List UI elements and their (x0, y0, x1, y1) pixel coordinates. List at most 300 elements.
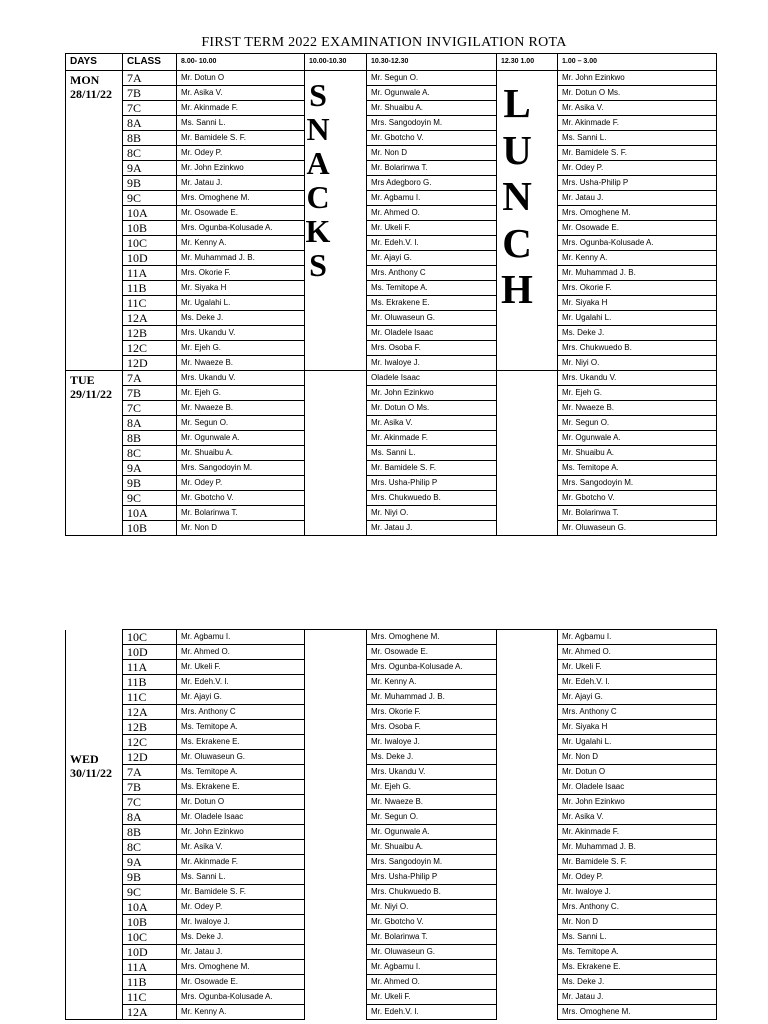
table-row (66, 416, 717, 431)
invigilator-slot-5: Mr. Siyaka H (558, 720, 717, 735)
invigilator-slot-1: Mr. Dotun O (177, 71, 305, 86)
invigilator-slot-5: Ms. Ekrakene E. (558, 960, 717, 975)
invigilator-slot-1: Mr. Segun O. (177, 416, 305, 431)
invigilator-slot-3: Mrs. Osoba F. (367, 720, 497, 735)
day-cell (66, 71, 123, 371)
table-row (66, 885, 717, 900)
invigilator-slot-5: Mr. John Ezinkwo (558, 795, 717, 810)
class-cell: 11C (123, 990, 177, 1005)
lunch-gap-cell (497, 990, 558, 1005)
invigilator-slot-1: Mr. Edeh.V. I. (177, 675, 305, 690)
class-cell: 8A (123, 810, 177, 825)
invigilator-slot-1: Mr. Jatau J. (177, 176, 305, 191)
invigilator-slot-1: Mr. Odey P. (177, 900, 305, 915)
invigilator-slot-1: Mr. Odey P. (177, 146, 305, 161)
invigilator-slot-5: Mr. Ugalahi L. (558, 311, 717, 326)
snacks-gap-cell (305, 705, 367, 720)
class-cell: 11B (123, 675, 177, 690)
class-cell: 10C (123, 930, 177, 945)
lunch-gap-cell (497, 810, 558, 825)
invigilator-slot-5: Mr. Non D (558, 915, 717, 930)
header-slot-1: 8.00- 10.00 (177, 54, 305, 71)
invigilator-slot-3: Mr. Segun O. (367, 810, 497, 825)
class-cell: 11C (123, 296, 177, 311)
invigilator-slot-1: Mrs. Anthony C (177, 705, 305, 720)
class-cell: 7B (123, 86, 177, 101)
invigilator-slot-5: Mr. Ogunwale A. (558, 431, 717, 446)
invigilator-slot-3: Mr. Bolarinwa T. (367, 161, 497, 176)
invigilator-slot-3: Mrs. Okorie F. (367, 705, 497, 720)
lunch-gap-cell (497, 705, 558, 720)
lunch-gap-cell (497, 915, 558, 930)
class-cell: 8A (123, 416, 177, 431)
invigilator-slot-3: Mrs. Usha-Philip P (367, 870, 497, 885)
invigilator-slot-1: Mrs. Ukandu V. (177, 371, 305, 386)
class-cell: 7A (123, 371, 177, 386)
lunch-gap-cell (497, 960, 558, 975)
snacks-gap-cell (305, 356, 367, 371)
table-row (66, 146, 717, 161)
table-row (66, 341, 717, 356)
invigilator-slot-5: Mr. Bamidele S. F. (558, 855, 717, 870)
lunch-gap-cell (497, 885, 558, 900)
invigilator-slot-5: Mr. Jatau J. (558, 990, 717, 1005)
invigilator-slot-3: Mr. Segun O. (367, 71, 497, 86)
invigilator-slot-5: Mr. Edeh.V. I. (558, 675, 717, 690)
break-letter: S (309, 247, 327, 283)
rota-table-page1 (65, 53, 717, 536)
invigilator-slot-5: Mr. Segun O. (558, 416, 717, 431)
invigilator-slot-5: Mrs. Omoghene M. (558, 206, 717, 221)
lunch-break-label (497, 80, 537, 313)
invigilator-slot-1: Mr. Shuaibu A. (177, 446, 305, 461)
invigilator-slot-1: Ms. Deke J. (177, 930, 305, 945)
table-row (66, 825, 717, 840)
day-date: 29/11/22 (70, 387, 113, 401)
snacks-gap-cell (305, 765, 367, 780)
invigilator-slot-5: Mr. Agbamu I. (558, 630, 717, 645)
invigilator-slot-5: Mr. Jatau J. (558, 191, 717, 206)
invigilator-slot-5: Mrs. Ukandu V. (558, 371, 717, 386)
break-letter: K (305, 213, 331, 249)
invigilator-slot-5: Mrs. Ogunba-Kolusade A. (558, 236, 717, 251)
lunch-gap-cell (497, 840, 558, 855)
table-row (66, 356, 717, 371)
table-row (66, 86, 717, 101)
snacks-gap-cell (305, 750, 367, 765)
invigilator-slot-1: Ms. Sanni L. (177, 870, 305, 885)
table-row (66, 690, 717, 705)
class-cell: 9A (123, 855, 177, 870)
table-row (66, 131, 717, 146)
invigilator-slot-1: Mr. Bamidele S. F. (177, 885, 305, 900)
invigilator-slot-5: Mr. Bamidele S. F. (558, 146, 717, 161)
header-slot-2: 10.00-10.30 (305, 54, 367, 71)
class-cell: 11B (123, 281, 177, 296)
snacks-gap-cell (305, 431, 367, 446)
table-row (66, 720, 717, 735)
invigilator-slot-1: Mrs. Ogunba-Kolusade A. (177, 990, 305, 1005)
class-cell: 10D (123, 251, 177, 266)
invigilator-slot-1: Mrs. Ogunba-Kolusade A. (177, 221, 305, 236)
class-cell: 8C (123, 146, 177, 161)
invigilator-slot-3: Mr. Shuaibu A. (367, 840, 497, 855)
invigilator-slot-3: Mrs. Osoba F. (367, 341, 497, 356)
lunch-gap-cell (497, 870, 558, 885)
invigilator-slot-3: Mrs. Chukwuedo B. (367, 885, 497, 900)
invigilator-slot-1: Mr. Non D (177, 521, 305, 536)
invigilator-slot-1: Mr. Bolarinwa T. (177, 506, 305, 521)
invigilator-slot-1: Mr. Akinmade F. (177, 855, 305, 870)
invigilator-slot-1: Ms. Sanni L. (177, 116, 305, 131)
invigilator-slot-5: Mr. Akinmade F. (558, 825, 717, 840)
invigilator-slot-1: Mrs. Omoghene M. (177, 960, 305, 975)
invigilator-slot-5: Ms. Sanni L. (558, 131, 717, 146)
invigilator-slot-1: Mr. Osowade E. (177, 975, 305, 990)
lunch-gap-cell (497, 750, 558, 765)
invigilator-slot-5: Mr. Dotun O (558, 765, 717, 780)
lunch-gap-cell (497, 521, 558, 536)
snacks-gap-cell (305, 840, 367, 855)
table-row (66, 476, 717, 491)
day-date: 30/11/22 (70, 765, 113, 780)
invigilator-slot-5: Mr. Oladele Isaac (558, 780, 717, 795)
table-row (66, 900, 717, 915)
invigilator-slot-1: Mr. Bamidele S. F. (177, 131, 305, 146)
header-row (66, 54, 717, 71)
invigilator-slot-5: Mr. Ejeh G. (558, 386, 717, 401)
invigilator-slot-5: Mr. Gbotcho V. (558, 491, 717, 506)
lunch-gap-cell (497, 945, 558, 960)
snacks-gap-cell (305, 645, 367, 660)
table-row (66, 401, 717, 416)
invigilator-slot-1: Mr. Agbamu I. (177, 630, 305, 645)
invigilator-slot-3: Mr. Kenny A. (367, 675, 497, 690)
class-cell: 9B (123, 176, 177, 191)
class-cell: 12A (123, 1005, 177, 1020)
invigilator-slot-3: Mrs. Ogunba-Kolusade A. (367, 660, 497, 675)
invigilator-slot-5: Ms. Temitope A. (558, 945, 717, 960)
invigilator-slot-5: Mr. Ahmed O. (558, 645, 717, 660)
invigilator-slot-5: Mrs. Usha-Philip P (558, 176, 717, 191)
class-cell: 8A (123, 116, 177, 131)
class-cell: 11A (123, 266, 177, 281)
invigilator-slot-3: Mr. Niyi O. (367, 506, 497, 521)
day-name: WED (70, 751, 99, 766)
class-cell: 8B (123, 431, 177, 446)
invigilator-slot-3: Mr. Ogunwale A. (367, 825, 497, 840)
invigilator-slot-5: Mr. Bolarinwa T. (558, 506, 717, 521)
snacks-gap-cell (305, 386, 367, 401)
invigilator-slot-5: Mr. Odey P. (558, 161, 717, 176)
day-cell (66, 630, 123, 1020)
class-cell: 8C (123, 446, 177, 461)
invigilator-slot-1: Mr. Iwaloye J. (177, 915, 305, 930)
snacks-gap-cell (305, 690, 367, 705)
invigilator-slot-1: Mr. Ejeh G. (177, 341, 305, 356)
invigilator-slot-3: Mrs. Usha-Philip P (367, 476, 497, 491)
break-letter: N (502, 173, 532, 219)
invigilator-slot-5: Mr. Akinmade F. (558, 116, 717, 131)
snacks-gap-cell (305, 630, 367, 645)
break-letter: N (306, 111, 330, 147)
lunch-gap-cell (497, 855, 558, 870)
invigilator-slot-1: Mr. Osowade E. (177, 206, 305, 221)
invigilator-slot-3: Ms. Ekrakene E. (367, 296, 497, 311)
invigilator-slot-3: Mr. Ejeh G. (367, 780, 497, 795)
table-row (66, 1005, 717, 1020)
snacks-gap-cell (305, 675, 367, 690)
invigilator-slot-3: Mr. Bolarinwa T. (367, 930, 497, 945)
table-row (66, 750, 717, 765)
lunch-gap-cell (497, 506, 558, 521)
snacks-gap-cell (305, 311, 367, 326)
snacks-gap-cell (305, 810, 367, 825)
break-letter: H (501, 266, 533, 312)
invigilator-slot-3: Mr. Agbamu I. (367, 960, 497, 975)
table-row (66, 206, 717, 221)
lunch-gap-cell (497, 431, 558, 446)
invigilator-slot-3: Mrs. Sangodoyin M. (367, 855, 497, 870)
invigilator-slot-1: Ms. Deke J. (177, 311, 305, 326)
snacks-gap-cell (305, 930, 367, 945)
day-name: TUE (70, 373, 95, 387)
invigilator-slot-3: Ms. Temitope A. (367, 281, 497, 296)
snacks-gap-cell (305, 506, 367, 521)
lunch-gap-cell (497, 386, 558, 401)
break-letter: C (306, 179, 330, 215)
invigilator-slot-3: Mr. Oluwaseun G. (367, 945, 497, 960)
lunch-gap-cell (497, 326, 558, 341)
invigilator-slot-3: Mr. Ahmed O. (367, 206, 497, 221)
invigilator-slot-5: Mr. Siyaka H (558, 296, 717, 311)
break-letter: C (502, 219, 532, 266)
invigilator-slot-3: Mrs Adegboro G. (367, 176, 497, 191)
invigilator-slot-1: Mr. Ejeh G. (177, 386, 305, 401)
class-cell: 11B (123, 975, 177, 990)
invigilator-slot-5: Mr. Ukeli F. (558, 660, 717, 675)
invigilator-slot-1: Mr. Ogunwale A. (177, 431, 305, 446)
invigilator-slot-5: Mr. Kenny A. (558, 251, 717, 266)
snacks-gap-cell (305, 870, 367, 885)
invigilator-slot-1: Ms. Temitope A. (177, 765, 305, 780)
class-cell: 12D (123, 356, 177, 371)
table-row (66, 521, 717, 536)
table-row (66, 915, 717, 930)
invigilator-slot-5: Mr. Asika V. (558, 810, 717, 825)
lunch-gap-cell (497, 720, 558, 735)
class-cell: 11A (123, 960, 177, 975)
invigilator-slot-1: Mr. Odey P. (177, 476, 305, 491)
invigilator-slot-1: Mr. Akinmade F. (177, 101, 305, 116)
class-cell: 10B (123, 521, 177, 536)
invigilator-slot-1: Mr. Nwaeze B. (177, 356, 305, 371)
class-cell: 9C (123, 885, 177, 900)
header-class: CLASS (123, 54, 177, 71)
invigilator-slot-1: Mr. Ajayi G. (177, 690, 305, 705)
class-cell: 8B (123, 825, 177, 840)
snacks-gap-cell (305, 855, 367, 870)
snacks-gap-cell (305, 945, 367, 960)
invigilator-slot-5: Mr. John Ezinkwo (558, 71, 717, 86)
invigilator-slot-3: Ms. Sanni L. (367, 446, 497, 461)
snacks-gap-cell (305, 1005, 367, 1020)
invigilator-slot-3: Oladele Isaac (367, 371, 497, 386)
invigilator-slot-5: Mr. Muhammad J. B. (558, 266, 717, 281)
lunch-gap-cell (497, 491, 558, 506)
invigilator-slot-1: Mr. Dotun O (177, 795, 305, 810)
invigilator-slot-5: Mrs. Okorie F. (558, 281, 717, 296)
lunch-gap-cell (497, 675, 558, 690)
class-cell: 11A (123, 660, 177, 675)
invigilator-slot-3: Mrs. Anthony C (367, 266, 497, 281)
lunch-gap-cell (497, 630, 558, 645)
invigilator-slot-1: Mr. Asika V. (177, 86, 305, 101)
break-letter: U (502, 126, 532, 173)
invigilator-slot-1: Mr. John Ezinkwo (177, 825, 305, 840)
invigilator-slot-1: Mr. Kenny A. (177, 1005, 305, 1020)
class-cell: 7A (123, 71, 177, 86)
class-cell: 10B (123, 221, 177, 236)
snacks-gap-cell (305, 491, 367, 506)
snacks-gap-cell (305, 371, 367, 386)
invigilator-slot-3: Mr. Osowade E. (367, 645, 497, 660)
invigilator-slot-1: Mr. Ugalahi L. (177, 296, 305, 311)
lunch-gap-cell (497, 416, 558, 431)
invigilator-slot-1: Ms. Ekrakene E. (177, 735, 305, 750)
invigilator-slot-3: Mrs. Omoghene M. (367, 630, 497, 645)
page-title: FIRST TERM 2022 EXAMINATION INVIGILATION ROTA (201, 35, 567, 50)
snacks-gap-cell (305, 825, 367, 840)
snacks-gap-cell (305, 341, 367, 356)
lunch-gap-cell (497, 660, 558, 675)
invigilator-slot-3: Mr. Oladele Isaac (367, 326, 497, 341)
invigilator-slot-3: Mr. Ogunwale A. (367, 86, 497, 101)
day-spacer (70, 632, 122, 752)
snacks-gap-cell (305, 975, 367, 990)
class-cell: 9B (123, 870, 177, 885)
class-cell: 7C (123, 795, 177, 810)
invigilator-slot-1: Mr. Ukeli F. (177, 660, 305, 675)
invigilator-slot-1: Mrs. Omoghene M. (177, 191, 305, 206)
invigilator-slot-5: Mr. Nwaeze B. (558, 401, 717, 416)
day-name: MON (70, 73, 100, 87)
invigilator-slot-1: Mr. John Ezinkwo (177, 161, 305, 176)
class-cell: 10C (123, 630, 177, 645)
invigilator-slot-3: Mrs. Chukwuedo B. (367, 491, 497, 506)
snacks-gap-cell (305, 780, 367, 795)
class-cell: 12C (123, 341, 177, 356)
class-cell: 10A (123, 506, 177, 521)
table-row (66, 930, 717, 945)
lunch-gap-cell (497, 341, 558, 356)
class-cell: 7B (123, 780, 177, 795)
header-slot-3: 10.30-12.30 (367, 54, 497, 71)
lunch-gap-cell (497, 476, 558, 491)
lunch-gap-cell (497, 1005, 558, 1020)
invigilator-slot-3: Mr. Agbamu I. (367, 191, 497, 206)
class-cell: 7B (123, 386, 177, 401)
table-row (66, 855, 717, 870)
snacks-gap-cell (305, 720, 367, 735)
snacks-gap-cell (305, 915, 367, 930)
class-cell: 9B (123, 476, 177, 491)
invigilator-slot-5: Mrs. Omoghene M. (558, 1005, 717, 1020)
table-row (66, 236, 717, 251)
lunch-gap-cell (497, 975, 558, 990)
lunch-gap-cell (497, 765, 558, 780)
snacks-gap-cell (305, 476, 367, 491)
break-letter: L (503, 80, 531, 126)
invigilator-slot-5: Mr. Niyi O. (558, 356, 717, 371)
invigilator-slot-5: Ms. Temitope A. (558, 461, 717, 476)
invigilator-slot-1: Ms. Ekrakene E. (177, 780, 305, 795)
table-row (66, 161, 717, 176)
invigilator-slot-3: Mr. Dotun O Ms. (367, 401, 497, 416)
invigilator-slot-3: Mr. Edeh.V. I. (367, 1005, 497, 1020)
invigilator-slot-3: Mr. Gbotcho V. (367, 131, 497, 146)
snacks-gap-cell (305, 401, 367, 416)
class-cell: 12A (123, 705, 177, 720)
header-slot-5: 1.00 – 3.00 (558, 54, 717, 71)
class-cell: 11C (123, 690, 177, 705)
table-row (66, 251, 717, 266)
snacks-gap-cell (305, 296, 367, 311)
snacks-gap-cell (305, 990, 367, 1005)
class-cell: 10B (123, 915, 177, 930)
snacks-gap-cell (305, 660, 367, 675)
invigilator-slot-5: Mr. Muhammad J. B. (558, 840, 717, 855)
lunch-gap-cell (497, 900, 558, 915)
table-row (66, 506, 717, 521)
class-cell: 12D (123, 750, 177, 765)
invigilator-slot-1: Mrs. Sangodoyin M. (177, 461, 305, 476)
table-row (66, 810, 717, 825)
header-days: DAYS (66, 54, 123, 71)
class-cell: 10D (123, 645, 177, 660)
table-row (66, 446, 717, 461)
invigilator-slot-1: Mr. Oladele Isaac (177, 810, 305, 825)
table-row (66, 870, 717, 885)
invigilator-slot-5: Mr. Ajayi G. (558, 690, 717, 705)
invigilator-slot-5: Ms. Deke J. (558, 975, 717, 990)
table-row (66, 705, 717, 720)
invigilator-slot-1: Mr. Gbotcho V. (177, 491, 305, 506)
invigilator-slot-5: Ms. Sanni L. (558, 930, 717, 945)
invigilator-slot-1: Mr. Siyaka H (177, 281, 305, 296)
snacks-gap-cell (305, 461, 367, 476)
invigilator-slot-5: Mr. Iwaloye J. (558, 885, 717, 900)
table-row (66, 765, 717, 780)
invigilator-slot-3: Mr. Ukeli F. (367, 990, 497, 1005)
invigilator-slot-3: Mr. Nwaeze B. (367, 795, 497, 810)
invigilator-slot-3: Mr. Muhammad J. B. (367, 690, 497, 705)
lunch-gap-cell (497, 645, 558, 660)
table-row (66, 191, 717, 206)
invigilator-slot-5: Mr. Dotun O Ms. (558, 86, 717, 101)
class-cell: 10A (123, 206, 177, 221)
invigilator-slot-3: Mr. Ajayi G. (367, 251, 497, 266)
table-row (66, 795, 717, 810)
invigilator-slot-3: Mr. Bamidele S. F. (367, 461, 497, 476)
table-row (66, 371, 717, 386)
lunch-gap-cell (497, 780, 558, 795)
class-cell: 12A (123, 311, 177, 326)
lunch-gap-cell (497, 446, 558, 461)
invigilator-slot-5: Mr. Odey P. (558, 870, 717, 885)
table-row (66, 630, 717, 645)
table-row (66, 386, 717, 401)
